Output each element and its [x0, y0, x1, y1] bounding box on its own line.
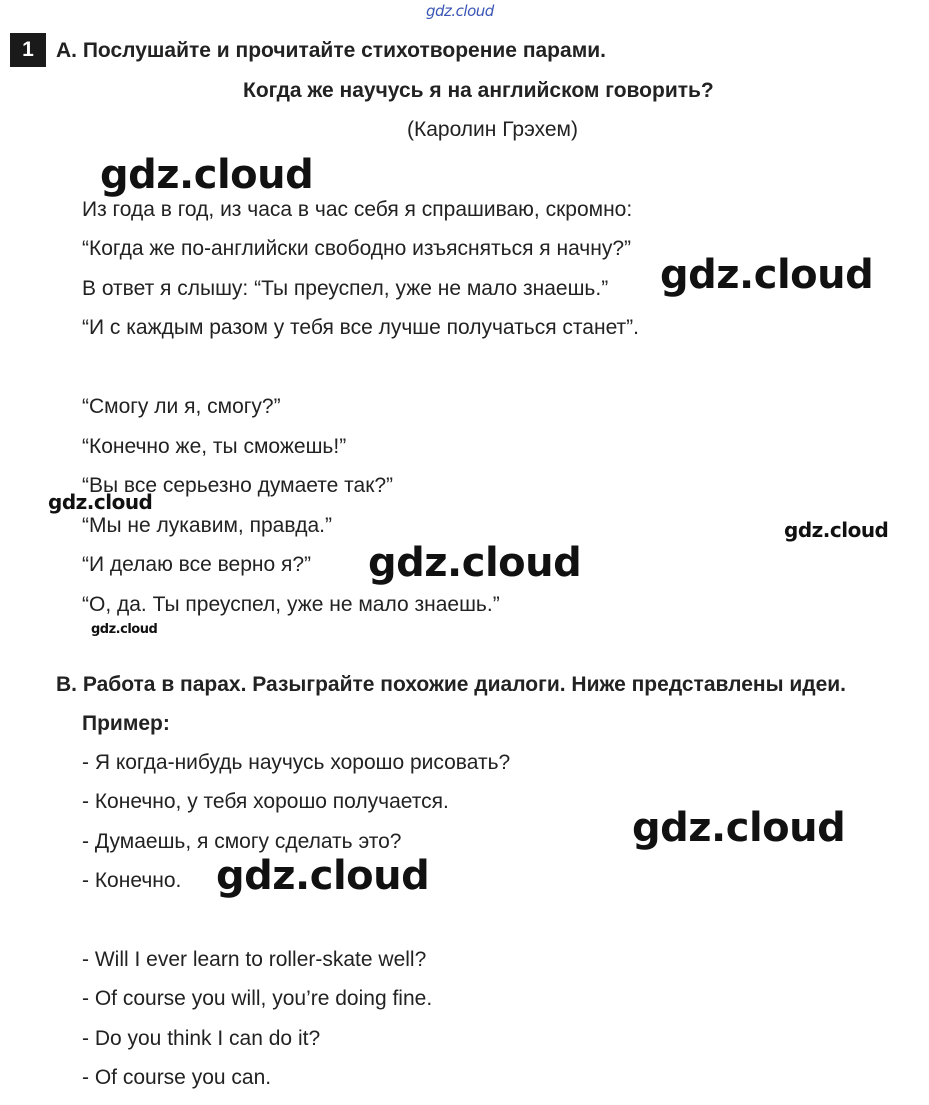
watermark: gdz.cloud — [632, 805, 846, 851]
watermark: gdz.cloud — [660, 252, 874, 298]
poem-line: Из года в год, из часа в час себя я спрашиваю, скромно: — [82, 198, 633, 221]
dialogue-line: - Do you think I can do it? — [82, 1027, 321, 1050]
dialogue-line: - Of course you can. — [82, 1066, 272, 1089]
dialogue-line: - Will I ever learn to roller-skate well? — [82, 948, 427, 971]
watermark: gdz.cloud — [784, 518, 889, 542]
poem-title: Когда же научусь я на английском говорить? — [243, 79, 714, 102]
poem-line: “И делаю все верно я?” — [82, 553, 312, 576]
watermark: gdz.cloud — [100, 152, 314, 198]
dialogue-line: - Думаешь, я смогу сделать это? — [82, 830, 402, 853]
part-a-heading: A. Послушайте и прочитайте стихотворение парами. — [56, 39, 606, 62]
poem-line: “И с каждым разом у тебя все лучше получаться станет”. — [82, 316, 639, 339]
poem-line: В ответ я слышу: “Ты преуспел, уже не мало знаешь.” — [82, 277, 609, 300]
poem-line: “Вы все серьезно думаете так?” — [82, 474, 394, 497]
poem-line: “Конечно же, ты сможешь!” — [82, 435, 347, 458]
dialogue-line: - Of course you will, you’re doing fine. — [82, 987, 433, 1010]
poem-author: (Каролин Грэхем) — [407, 118, 578, 141]
dialogue-line: - Конечно. — [82, 869, 182, 892]
watermark: gdz.cloud — [91, 622, 158, 637]
watermark-top: gdz.cloud — [426, 2, 494, 20]
task-number-badge: 1 — [10, 33, 46, 67]
poem-line: “О, да. Ты преуспел, уже не мало знаешь.” — [82, 593, 500, 616]
watermark: gdz.cloud — [48, 490, 153, 514]
dialogue-line: - Конечно, у тебя хорошо получается. — [82, 790, 449, 813]
watermark: gdz.cloud — [368, 540, 582, 586]
dialogue-line: - Я когда-нибудь научусь хорошо рисовать? — [82, 751, 511, 774]
poem-line: “Когда же по-английски свободно изъясняться я начну?” — [82, 237, 632, 260]
example-label: Пример: — [82, 712, 170, 735]
poem-line: “Мы не лукавим, правда.” — [82, 514, 333, 537]
poem-line: “Смогу ли я, смогу?” — [82, 395, 281, 418]
watermark: gdz.cloud — [216, 853, 430, 899]
part-b-heading: B. Работа в парах. Разыграйте похожие диалоги. Ниже представлены идеи. — [56, 673, 847, 696]
